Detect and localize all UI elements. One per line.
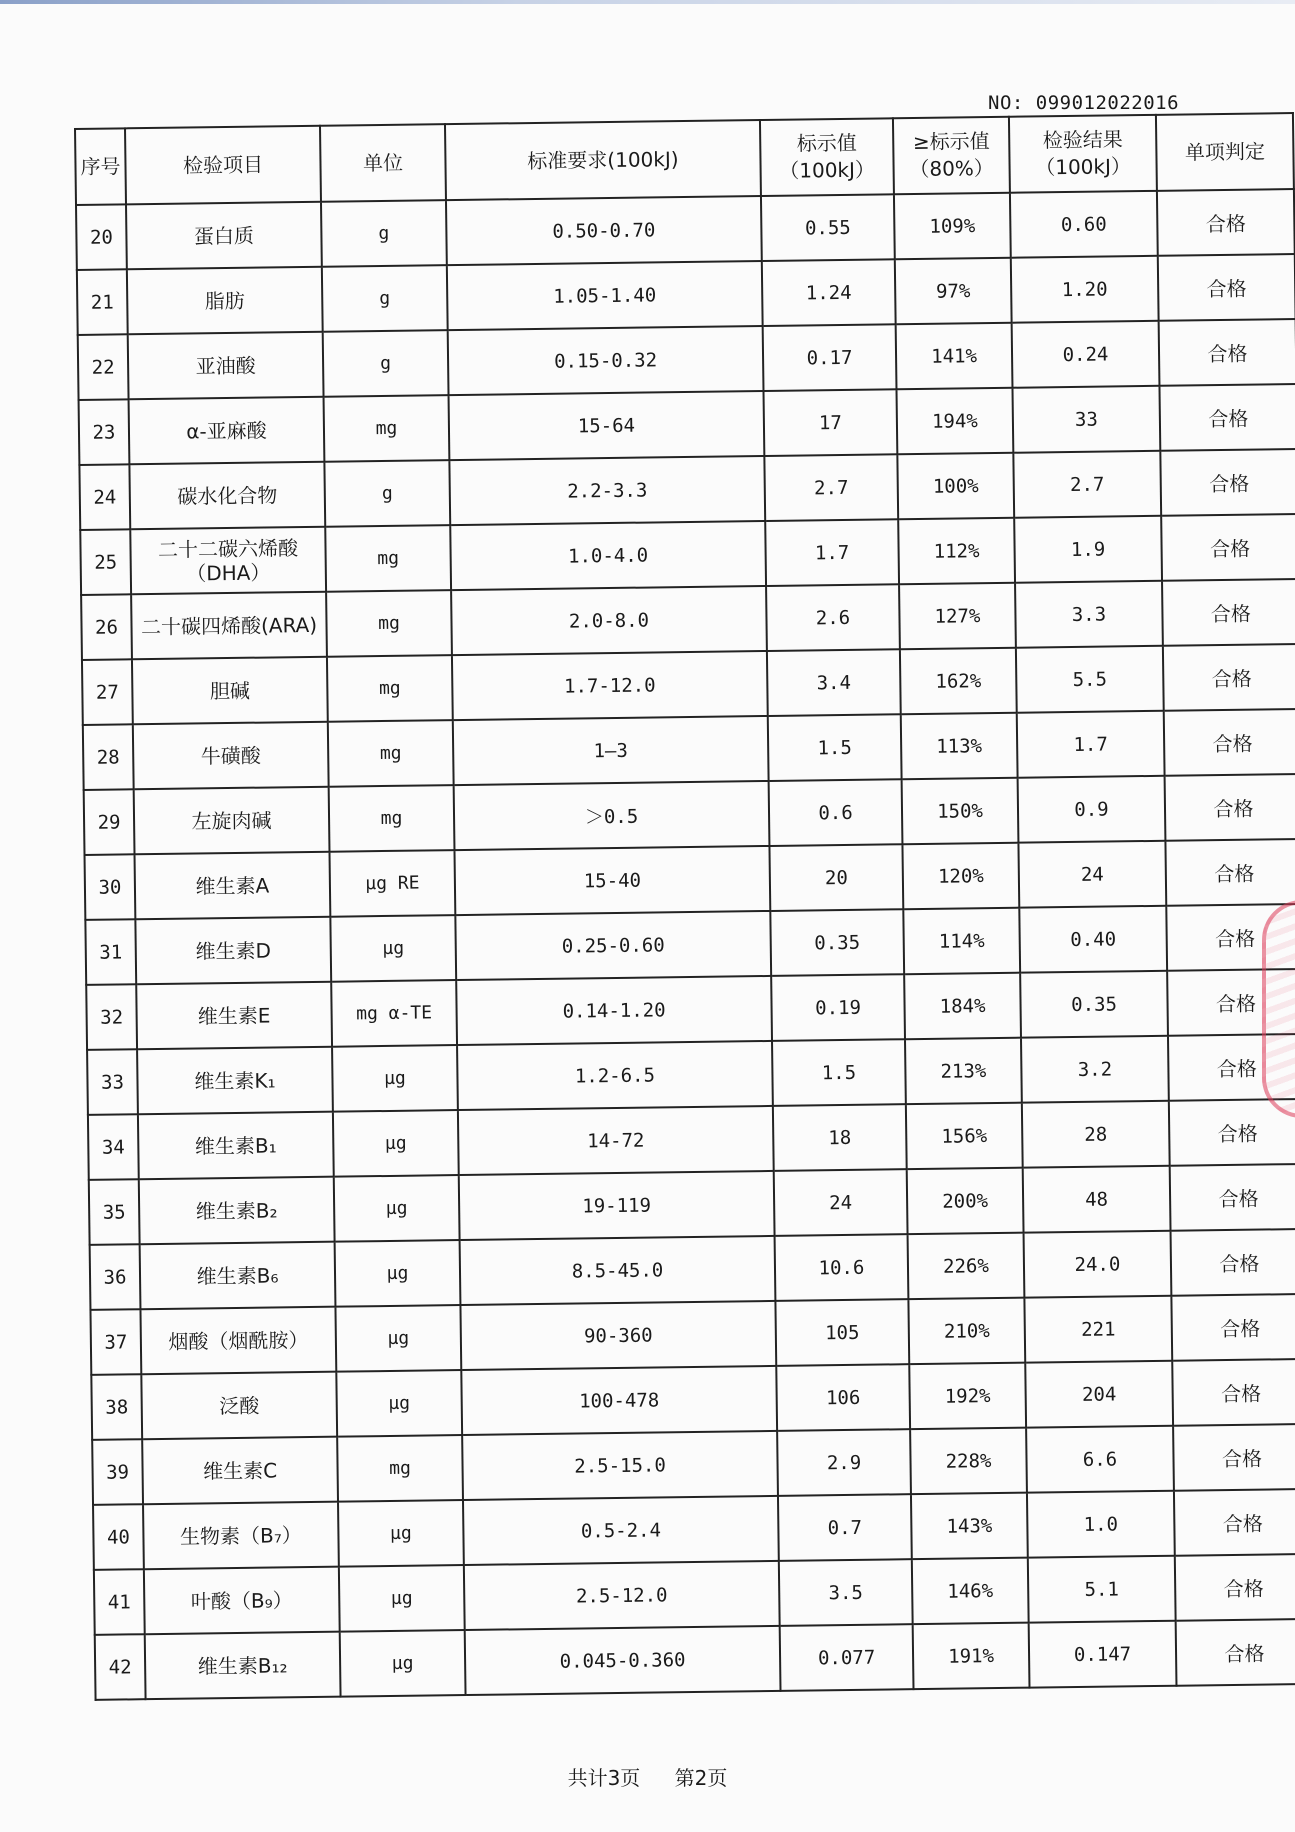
cell-verdict: 合格 bbox=[1174, 1489, 1295, 1556]
cell-result: 1.20 bbox=[1011, 256, 1159, 323]
cell-result: 3.3 bbox=[1015, 581, 1163, 648]
cell-unit: mg bbox=[325, 525, 451, 592]
cell-item: 维生素C bbox=[142, 1437, 338, 1505]
cell-label-value: 1.7 bbox=[765, 519, 899, 586]
cell-label-value: 20 bbox=[769, 844, 903, 911]
cell-unit: μg bbox=[339, 1565, 465, 1632]
header-verdict: 单项判定 bbox=[1156, 113, 1294, 191]
cell-label-value: 3.4 bbox=[767, 649, 901, 716]
cell-item: 二十二碳六烯酸（DHA） bbox=[130, 527, 326, 595]
cell-unit: μg bbox=[340, 1630, 466, 1697]
cell-verdict: 合格 bbox=[1171, 1294, 1295, 1361]
cell-result: 5.5 bbox=[1016, 646, 1164, 713]
cell-item: 叶酸（B₉） bbox=[144, 1567, 340, 1635]
cell-verdict: 合格 bbox=[1159, 384, 1295, 451]
cell-pct-of-label: 210% bbox=[908, 1298, 1025, 1365]
cell-pct-of-label: 192% bbox=[909, 1363, 1026, 1430]
cell-result: 6.6 bbox=[1026, 1426, 1174, 1493]
header-pct-of-label: ≥标示值（80%） bbox=[893, 117, 1010, 195]
cell-result: 28 bbox=[1022, 1101, 1170, 1168]
cell-unit: mg bbox=[327, 655, 453, 722]
cell-label-value: 0.077 bbox=[780, 1624, 914, 1691]
header-item: 检验项目 bbox=[125, 126, 321, 205]
cell-label-value: 2.7 bbox=[764, 454, 898, 521]
cell-pct-of-label: 100% bbox=[897, 453, 1014, 520]
cell-verdict: 合格 bbox=[1160, 449, 1295, 516]
report-number: NO: 099012022016 bbox=[988, 92, 1180, 114]
cell-standard: 0.50-0.70 bbox=[446, 196, 762, 265]
cell-pct-of-label: 143% bbox=[911, 1493, 1028, 1560]
cell-verdict: 合格 bbox=[1163, 644, 1295, 711]
cell-unit: g bbox=[321, 200, 447, 267]
cell-verdict: 合格 bbox=[1164, 709, 1295, 776]
cell-item: 维生素B₁ bbox=[138, 1112, 334, 1180]
cell-verdict: 合格 bbox=[1157, 189, 1295, 256]
cell-seq: 37 bbox=[90, 1309, 141, 1375]
cell-standard: 0.15-0.32 bbox=[448, 326, 764, 395]
cell-pct-of-label: 213% bbox=[905, 1038, 1022, 1105]
cell-label-value: 2.9 bbox=[777, 1429, 911, 1496]
cell-verdict: 合格 bbox=[1169, 1099, 1295, 1166]
cell-unit: mg α-TE bbox=[331, 980, 457, 1047]
cell-seq: 27 bbox=[82, 659, 133, 725]
cell-unit: g bbox=[324, 460, 450, 527]
cell-seq: 40 bbox=[93, 1504, 144, 1570]
cell-standard: 2.5-15.0 bbox=[462, 1431, 778, 1500]
cell-item: 二十碳四烯酸(ARA) bbox=[131, 592, 327, 660]
cell-seq: 29 bbox=[84, 789, 135, 855]
cell-item: 维生素B₂ bbox=[139, 1177, 335, 1245]
cell-result: 24.0 bbox=[1024, 1231, 1172, 1298]
cell-seq: 35 bbox=[89, 1179, 140, 1245]
inspection-sheet bbox=[74, 112, 1295, 1753]
cell-verdict: 合格 bbox=[1165, 839, 1295, 906]
cell-standard: 100-478 bbox=[461, 1366, 777, 1435]
inspection-table bbox=[74, 112, 1295, 1701]
cell-seq: 38 bbox=[91, 1374, 142, 1440]
cell-label-value: 0.17 bbox=[763, 324, 897, 391]
cell-unit: mg bbox=[326, 590, 452, 657]
cell-pct-of-label: 97% bbox=[895, 258, 1012, 325]
cell-standard: 15-40 bbox=[454, 846, 770, 915]
cell-result: 0.35 bbox=[1020, 971, 1168, 1038]
cell-unit: μg RE bbox=[329, 850, 455, 917]
cell-result: 5.1 bbox=[1028, 1556, 1176, 1623]
cell-label-value: 10.6 bbox=[775, 1234, 909, 1301]
cell-seq: 22 bbox=[78, 334, 129, 400]
cell-result: 0.40 bbox=[1019, 906, 1167, 973]
header-seq: 序号 bbox=[75, 128, 126, 205]
cell-result: 0.147 bbox=[1029, 1621, 1177, 1688]
cell-item: 维生素A bbox=[135, 852, 331, 920]
header-standard: 标准要求(100kJ) bbox=[445, 120, 761, 200]
cell-pct-of-label: 120% bbox=[902, 843, 1019, 910]
cell-verdict: 合格 bbox=[1167, 969, 1295, 1036]
cell-label-value: 1.24 bbox=[762, 259, 896, 326]
cell-pct-of-label: 113% bbox=[901, 713, 1018, 780]
cell-pct-of-label: 184% bbox=[904, 973, 1021, 1040]
cell-result: 1.9 bbox=[1014, 516, 1162, 583]
cell-result: 1.0 bbox=[1027, 1491, 1175, 1558]
cell-unit: μg bbox=[338, 1500, 464, 1567]
cell-seq: 23 bbox=[79, 399, 130, 465]
cell-pct-of-label: 112% bbox=[898, 518, 1015, 585]
cell-standard: 1—3 bbox=[453, 716, 769, 785]
cell-item: 牛磺酸 bbox=[133, 722, 329, 790]
cell-verdict: 合格 bbox=[1175, 1554, 1295, 1621]
cell-label-value: 17 bbox=[764, 389, 898, 456]
cell-pct-of-label: 150% bbox=[902, 778, 1019, 845]
cell-pct-of-label: 228% bbox=[910, 1428, 1027, 1495]
cell-result: 0.9 bbox=[1018, 776, 1166, 843]
cell-item: 维生素E bbox=[136, 982, 332, 1050]
cell-standard: 19-119 bbox=[459, 1171, 775, 1240]
cell-item: 维生素K₁ bbox=[137, 1047, 333, 1115]
cell-item: 胆碱 bbox=[132, 657, 328, 725]
cell-seq: 34 bbox=[88, 1114, 139, 1180]
cell-item: 亚油酸 bbox=[128, 332, 324, 400]
cell-pct-of-label: 162% bbox=[900, 648, 1017, 715]
total-pages: 共计3页 bbox=[567, 1766, 641, 1790]
cell-seq: 25 bbox=[80, 529, 131, 595]
cell-item: 碳水化合物 bbox=[129, 462, 325, 530]
cell-standard: 1.05-1.40 bbox=[447, 261, 763, 330]
current-page: 第2页 bbox=[674, 1766, 728, 1790]
cell-seq: 31 bbox=[85, 919, 136, 985]
cell-unit: mg bbox=[324, 395, 450, 462]
cell-standard: 1.2-6.5 bbox=[457, 1041, 773, 1110]
cell-result: 0.60 bbox=[1010, 191, 1158, 258]
cell-standard: ＞0.5 bbox=[454, 781, 770, 850]
cell-unit: μg bbox=[334, 1175, 460, 1242]
cell-standard: 2.0-8.0 bbox=[451, 586, 767, 655]
cell-verdict: 合格 bbox=[1168, 1034, 1295, 1101]
cell-standard: 1.7-12.0 bbox=[452, 651, 768, 720]
cell-standard: 15-64 bbox=[449, 391, 765, 460]
cell-item: 左旋肉碱 bbox=[134, 787, 330, 855]
cell-label-value: 105 bbox=[775, 1299, 909, 1366]
cell-verdict: 合格 bbox=[1172, 1359, 1295, 1426]
cell-standard: 1.0-4.0 bbox=[450, 521, 766, 590]
cell-label-value: 2.6 bbox=[766, 584, 900, 651]
cell-verdict: 合格 bbox=[1170, 1164, 1295, 1231]
cell-unit: mg bbox=[328, 720, 454, 787]
cell-standard: 2.2-3.3 bbox=[449, 456, 765, 525]
cell-seq: 33 bbox=[87, 1049, 138, 1115]
cell-item: 脂肪 bbox=[127, 267, 323, 335]
cell-pct-of-label: 141% bbox=[896, 323, 1013, 390]
cell-unit: μg bbox=[330, 915, 456, 982]
cell-pct-of-label: 114% bbox=[903, 908, 1020, 975]
cell-label-value: 1.5 bbox=[768, 714, 902, 781]
cell-pct-of-label: 226% bbox=[908, 1233, 1025, 1300]
cell-pct-of-label: 146% bbox=[912, 1558, 1029, 1625]
cell-standard: 0.25-0.60 bbox=[455, 911, 771, 980]
cell-seq: 28 bbox=[83, 724, 134, 790]
cell-label-value: 1.5 bbox=[772, 1039, 906, 1106]
cell-seq: 36 bbox=[90, 1244, 141, 1310]
cell-standard: 0.045-0.360 bbox=[465, 1626, 781, 1695]
cell-unit: g bbox=[322, 265, 448, 332]
cell-standard: 2.5-12.0 bbox=[464, 1561, 780, 1630]
cell-unit: μg bbox=[336, 1370, 462, 1437]
cell-result: 2.7 bbox=[1013, 451, 1161, 518]
cell-seq: 32 bbox=[86, 984, 137, 1050]
cell-item: 维生素D bbox=[135, 917, 331, 985]
cell-result: 24 bbox=[1018, 841, 1166, 908]
cell-unit: μg bbox=[335, 1305, 461, 1372]
cell-pct-of-label: 200% bbox=[907, 1168, 1024, 1235]
cell-label-value: 3.5 bbox=[779, 1559, 913, 1626]
cell-standard: 90-360 bbox=[460, 1301, 776, 1370]
cell-pct-of-label: 191% bbox=[913, 1623, 1030, 1690]
cell-label-value: 0.55 bbox=[761, 194, 895, 261]
cell-item: α-亚麻酸 bbox=[129, 397, 325, 465]
cell-seq: 41 bbox=[94, 1569, 145, 1635]
cell-verdict: 合格 bbox=[1162, 579, 1295, 646]
cell-unit: μg bbox=[335, 1240, 461, 1307]
cell-result: 221 bbox=[1024, 1296, 1172, 1363]
cell-label-value: 24 bbox=[774, 1169, 908, 1236]
cell-item: 维生素B₆ bbox=[140, 1242, 336, 1310]
cell-pct-of-label: 109% bbox=[894, 193, 1011, 260]
scan-top-edge bbox=[0, 0, 1295, 4]
cell-unit: μg bbox=[332, 1045, 458, 1112]
cell-label-value: 0.7 bbox=[778, 1494, 912, 1561]
cell-verdict: 合格 bbox=[1166, 904, 1295, 971]
cell-result: 33 bbox=[1012, 386, 1160, 453]
cell-label-value: 0.35 bbox=[770, 909, 904, 976]
cell-verdict: 合格 bbox=[1161, 514, 1295, 581]
red-seal-stamp bbox=[1262, 900, 1295, 1118]
cell-unit: mg bbox=[337, 1435, 463, 1502]
cell-verdict: 合格 bbox=[1173, 1424, 1295, 1491]
cell-standard: 8.5-45.0 bbox=[460, 1236, 776, 1305]
cell-standard: 14-72 bbox=[458, 1106, 774, 1175]
cell-seq: 24 bbox=[79, 464, 130, 530]
cell-seq: 20 bbox=[76, 204, 127, 270]
cell-verdict: 合格 bbox=[1176, 1619, 1295, 1686]
cell-verdict: 合格 bbox=[1165, 774, 1295, 841]
cell-seq: 39 bbox=[92, 1439, 143, 1505]
cell-item: 维生素B₁₂ bbox=[145, 1632, 341, 1700]
cell-label-value: 0.19 bbox=[771, 974, 905, 1041]
cell-item: 生物素（B₇） bbox=[143, 1502, 339, 1570]
cell-result: 204 bbox=[1025, 1361, 1173, 1428]
cell-seq: 26 bbox=[81, 594, 132, 660]
table-body bbox=[76, 189, 1295, 1700]
cell-label-value: 0.6 bbox=[769, 779, 903, 846]
cell-seq: 21 bbox=[77, 269, 128, 335]
cell-verdict: 合格 bbox=[1158, 254, 1295, 321]
cell-item: 烟酸（烟酰胺） bbox=[140, 1307, 336, 1375]
cell-result: 1.7 bbox=[1017, 711, 1165, 778]
cell-verdict: 合格 bbox=[1159, 319, 1295, 386]
cell-result: 3.2 bbox=[1021, 1036, 1169, 1103]
cell-verdict: 合格 bbox=[1171, 1229, 1295, 1296]
header-result: 检验结果（100kJ） bbox=[1009, 115, 1157, 193]
page-footer bbox=[0, 1762, 1295, 1791]
cell-item: 泛酸 bbox=[141, 1372, 337, 1440]
cell-result: 48 bbox=[1023, 1166, 1171, 1233]
cell-standard: 0.5-2.4 bbox=[463, 1496, 779, 1565]
cell-seq: 30 bbox=[85, 854, 136, 920]
cell-pct-of-label: 156% bbox=[906, 1103, 1023, 1170]
cell-result: 0.24 bbox=[1012, 321, 1160, 388]
cell-unit: mg bbox=[329, 785, 455, 852]
cell-item: 蛋白质 bbox=[126, 202, 322, 270]
cell-label-value: 18 bbox=[773, 1104, 907, 1171]
cell-standard: 0.14-1.20 bbox=[456, 976, 772, 1045]
cell-pct-of-label: 127% bbox=[899, 583, 1016, 650]
cell-label-value: 106 bbox=[776, 1364, 910, 1431]
cell-unit: g bbox=[323, 330, 449, 397]
cell-seq: 42 bbox=[95, 1634, 146, 1700]
header-unit: 单位 bbox=[320, 124, 446, 202]
cell-pct-of-label: 194% bbox=[896, 388, 1013, 455]
header-label-value: 标示值（100kJ） bbox=[760, 118, 894, 196]
cell-unit: μg bbox=[333, 1110, 459, 1177]
